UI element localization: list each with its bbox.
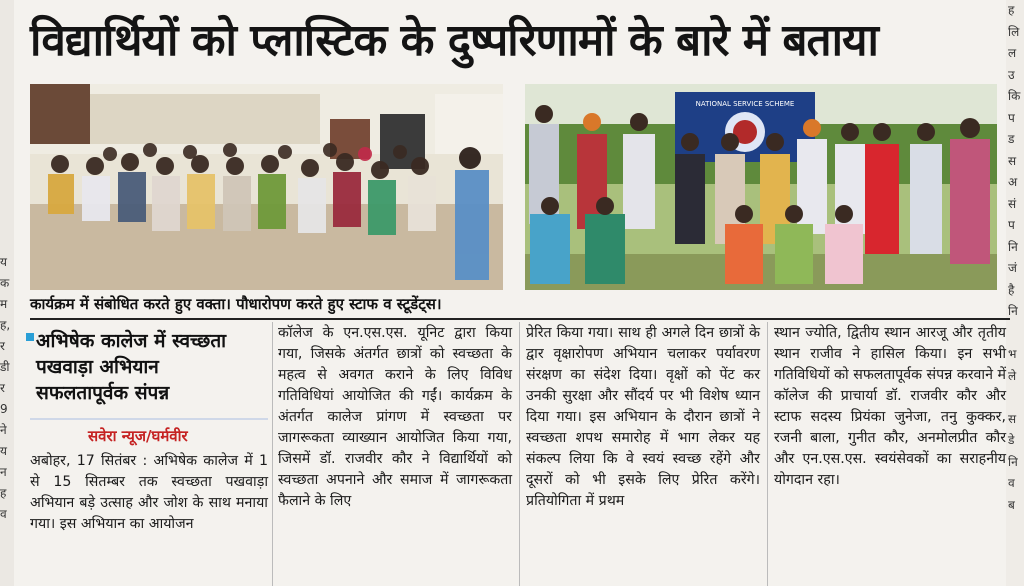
- divider: [30, 318, 1010, 320]
- article-column-3: [526, 323, 760, 512]
- strip-fragment-text: ले: [1008, 368, 1017, 383]
- paragraph: कॉलेज के एन.एस.एस. यूनिट द्वारा किया गया, जिसके अंतर्गत छात्रों को स्वच्छता के महत्व से अवगत कराने के लिए विविध गतिविधियां आयोजित की गईं। कार्यक्रम के अंतर्गत कालेज प्रांगण में स्वच्छता पर जागरूकता व्याख्यान आयोजित किया गया, जिसमें डॉ. राजवीर कौर ने विद्यार्थियों को स्वच्छता अपनाने और समाज में जागरूकता फैलाने के लिए: [278, 325, 512, 509]
- strip-fragment-text: र: [0, 381, 5, 395]
- left-column-fragment: [0, 0, 14, 586]
- strip-fragment-text: [0, 168, 14, 189]
- strip-fragment-text: जं: [1008, 261, 1017, 275]
- strip-fragment-text: [1006, 387, 1024, 409]
- strip-fragment-text: [0, 231, 14, 252]
- strip-fragment-text: कि: [1008, 89, 1021, 103]
- strip-fragment-text: डे: [1008, 433, 1015, 447]
- headline: विद्यार्थियों को प्लास्टिक के दुष्परिणामों के बारे में बताया: [30, 15, 878, 66]
- group-photo: [525, 84, 997, 290]
- strip-fragment-text: अ: [1008, 175, 1018, 189]
- paragraph: प्रेरित किया गया। साथ ही अगले दिन छात्रों के द्वार वृक्षारोपण अभियान चलाकर पर्यावरण संरक्षण का संदेश दिया। वृक्षों को पेंट कर उनकी सुरक्षा और सौंदर्य पर भी विशेष ध्यान दिया गया। इस अभियान के दौरान छात्रों ने स्वच्छता शपथ समारोह में भाग लेकर यह संकल्प लिया कि वे स्वयं स्वच्छ रहेंगे और दूसरों को भी इसके लिए प्रेरित करेंगे। प्रतियोगिता में प्रथम: [526, 325, 760, 509]
- banner-text: NATIONAL SERVICE SCHEME: [695, 100, 795, 108]
- strip-fragment-text: नि: [1008, 454, 1018, 469]
- strip-fragment-text: य: [0, 444, 7, 458]
- strip-fragment-text: ह: [0, 486, 7, 500]
- strip-fragment-text: [0, 21, 14, 42]
- article-column-2: [278, 323, 512, 512]
- strip-fragment-text: प: [1008, 218, 1015, 232]
- strip-fragment-text: नि: [1008, 304, 1018, 318]
- strip-fragment-text: ब: [1008, 497, 1015, 512]
- strip-fragment-text: लि: [1008, 24, 1020, 39]
- strip-fragment-text: उ: [1008, 67, 1015, 82]
- strip-fragment-text: [0, 189, 14, 210]
- strip-fragment-text: [1006, 323, 1024, 345]
- strip-fragment-text: सं: [1008, 196, 1017, 211]
- paragraph: स्थान ज्योति, द्वितीय स्थान आरजू और तृतीय स्थान राजीव ने हासिल किया। इन सभी गतिविधियों को सफलतापूर्वक संपन्न करवाने में कॉलेज की प्राचार्या डॉ. राजवीर कौर और स्टाफ सदस्य प्रियंका जुनेजा, तनु कुक्कर, रजनी बाला, गुनीत कौर, अनमोलप्रीत कौर और एन.एस.एस. स्वयंसेवकों का सराहनीय योगदान रहा।: [774, 325, 1006, 488]
- strip-fragment-text: [0, 210, 14, 231]
- strip-fragment-text: ह,: [0, 318, 11, 332]
- strip-fragment-text: ल: [1008, 46, 1017, 60]
- strip-fragment-text: प: [1008, 110, 1015, 125]
- strip-fragment-text: [0, 105, 14, 126]
- photo-caption: कार्यक्रम में संबोधित करते हुए वक्ता। पौधारोपण करते हुए स्टाफ व स्टूडेंट्स।: [30, 295, 442, 313]
- strip-fragment-text: नि: [1008, 239, 1018, 254]
- strip-fragment-text: स: [1008, 153, 1017, 168]
- classroom-photo: [30, 84, 503, 290]
- strip-fragment-text: ह: [1008, 3, 1015, 17]
- strip-fragment-text: न: [0, 465, 7, 479]
- strip-fragment-text: र: [0, 339, 5, 353]
- strip-fragment-text: भ: [1008, 347, 1017, 361]
- bullet-square: [26, 333, 34, 341]
- strip-fragment-text: व: [0, 507, 7, 521]
- strip-fragment-text: व: [1008, 476, 1015, 490]
- strip-fragment-text: म: [0, 297, 8, 311]
- strip-fragment-text: [0, 126, 14, 147]
- strip-fragment-text: ने: [0, 423, 7, 437]
- paragraph: अबोहर, 17 सितंबर : अभिषेक कालेज में 1 से 15 सितम्बर तक स्वच्छता पखवाड़ा अभियान बड़े उत्साह और जोश के साथ मनाया गया। इस अभियान का आयोजन: [30, 453, 268, 532]
- strip-fragment-text: य: [0, 255, 7, 269]
- strip-fragment-text: 9: [0, 402, 8, 416]
- byline: सवेरा न्यूज/घर्मवीर: [88, 427, 188, 445]
- strip-fragment-text: [0, 147, 14, 168]
- right-column-fragment: [1006, 0, 1024, 586]
- column-divider: [519, 322, 520, 586]
- strip-fragment-text: [0, 84, 14, 105]
- article-subhead: अभिषेक कालेज में स्वच्छता पखवाड़ा अभियान सफलतापूर्वक संपन्न: [36, 330, 227, 404]
- strip-fragment-text: [0, 63, 14, 84]
- strip-fragment-text: है: [1008, 282, 1015, 297]
- strip-fragment-text: ड: [1008, 132, 1015, 146]
- column-divider: [767, 322, 768, 586]
- strip-fragment-text: डी: [0, 360, 10, 374]
- article-column-4: [774, 323, 1006, 491]
- column-divider: [272, 322, 273, 586]
- strip-fragment-text: [0, 0, 14, 21]
- strip-fragment-text: स: [1008, 411, 1017, 426]
- subhead-divider: [30, 418, 268, 420]
- article-column-1: [30, 451, 268, 535]
- strip-fragment-text: क: [0, 276, 10, 290]
- strip-fragment-text: [0, 42, 14, 63]
